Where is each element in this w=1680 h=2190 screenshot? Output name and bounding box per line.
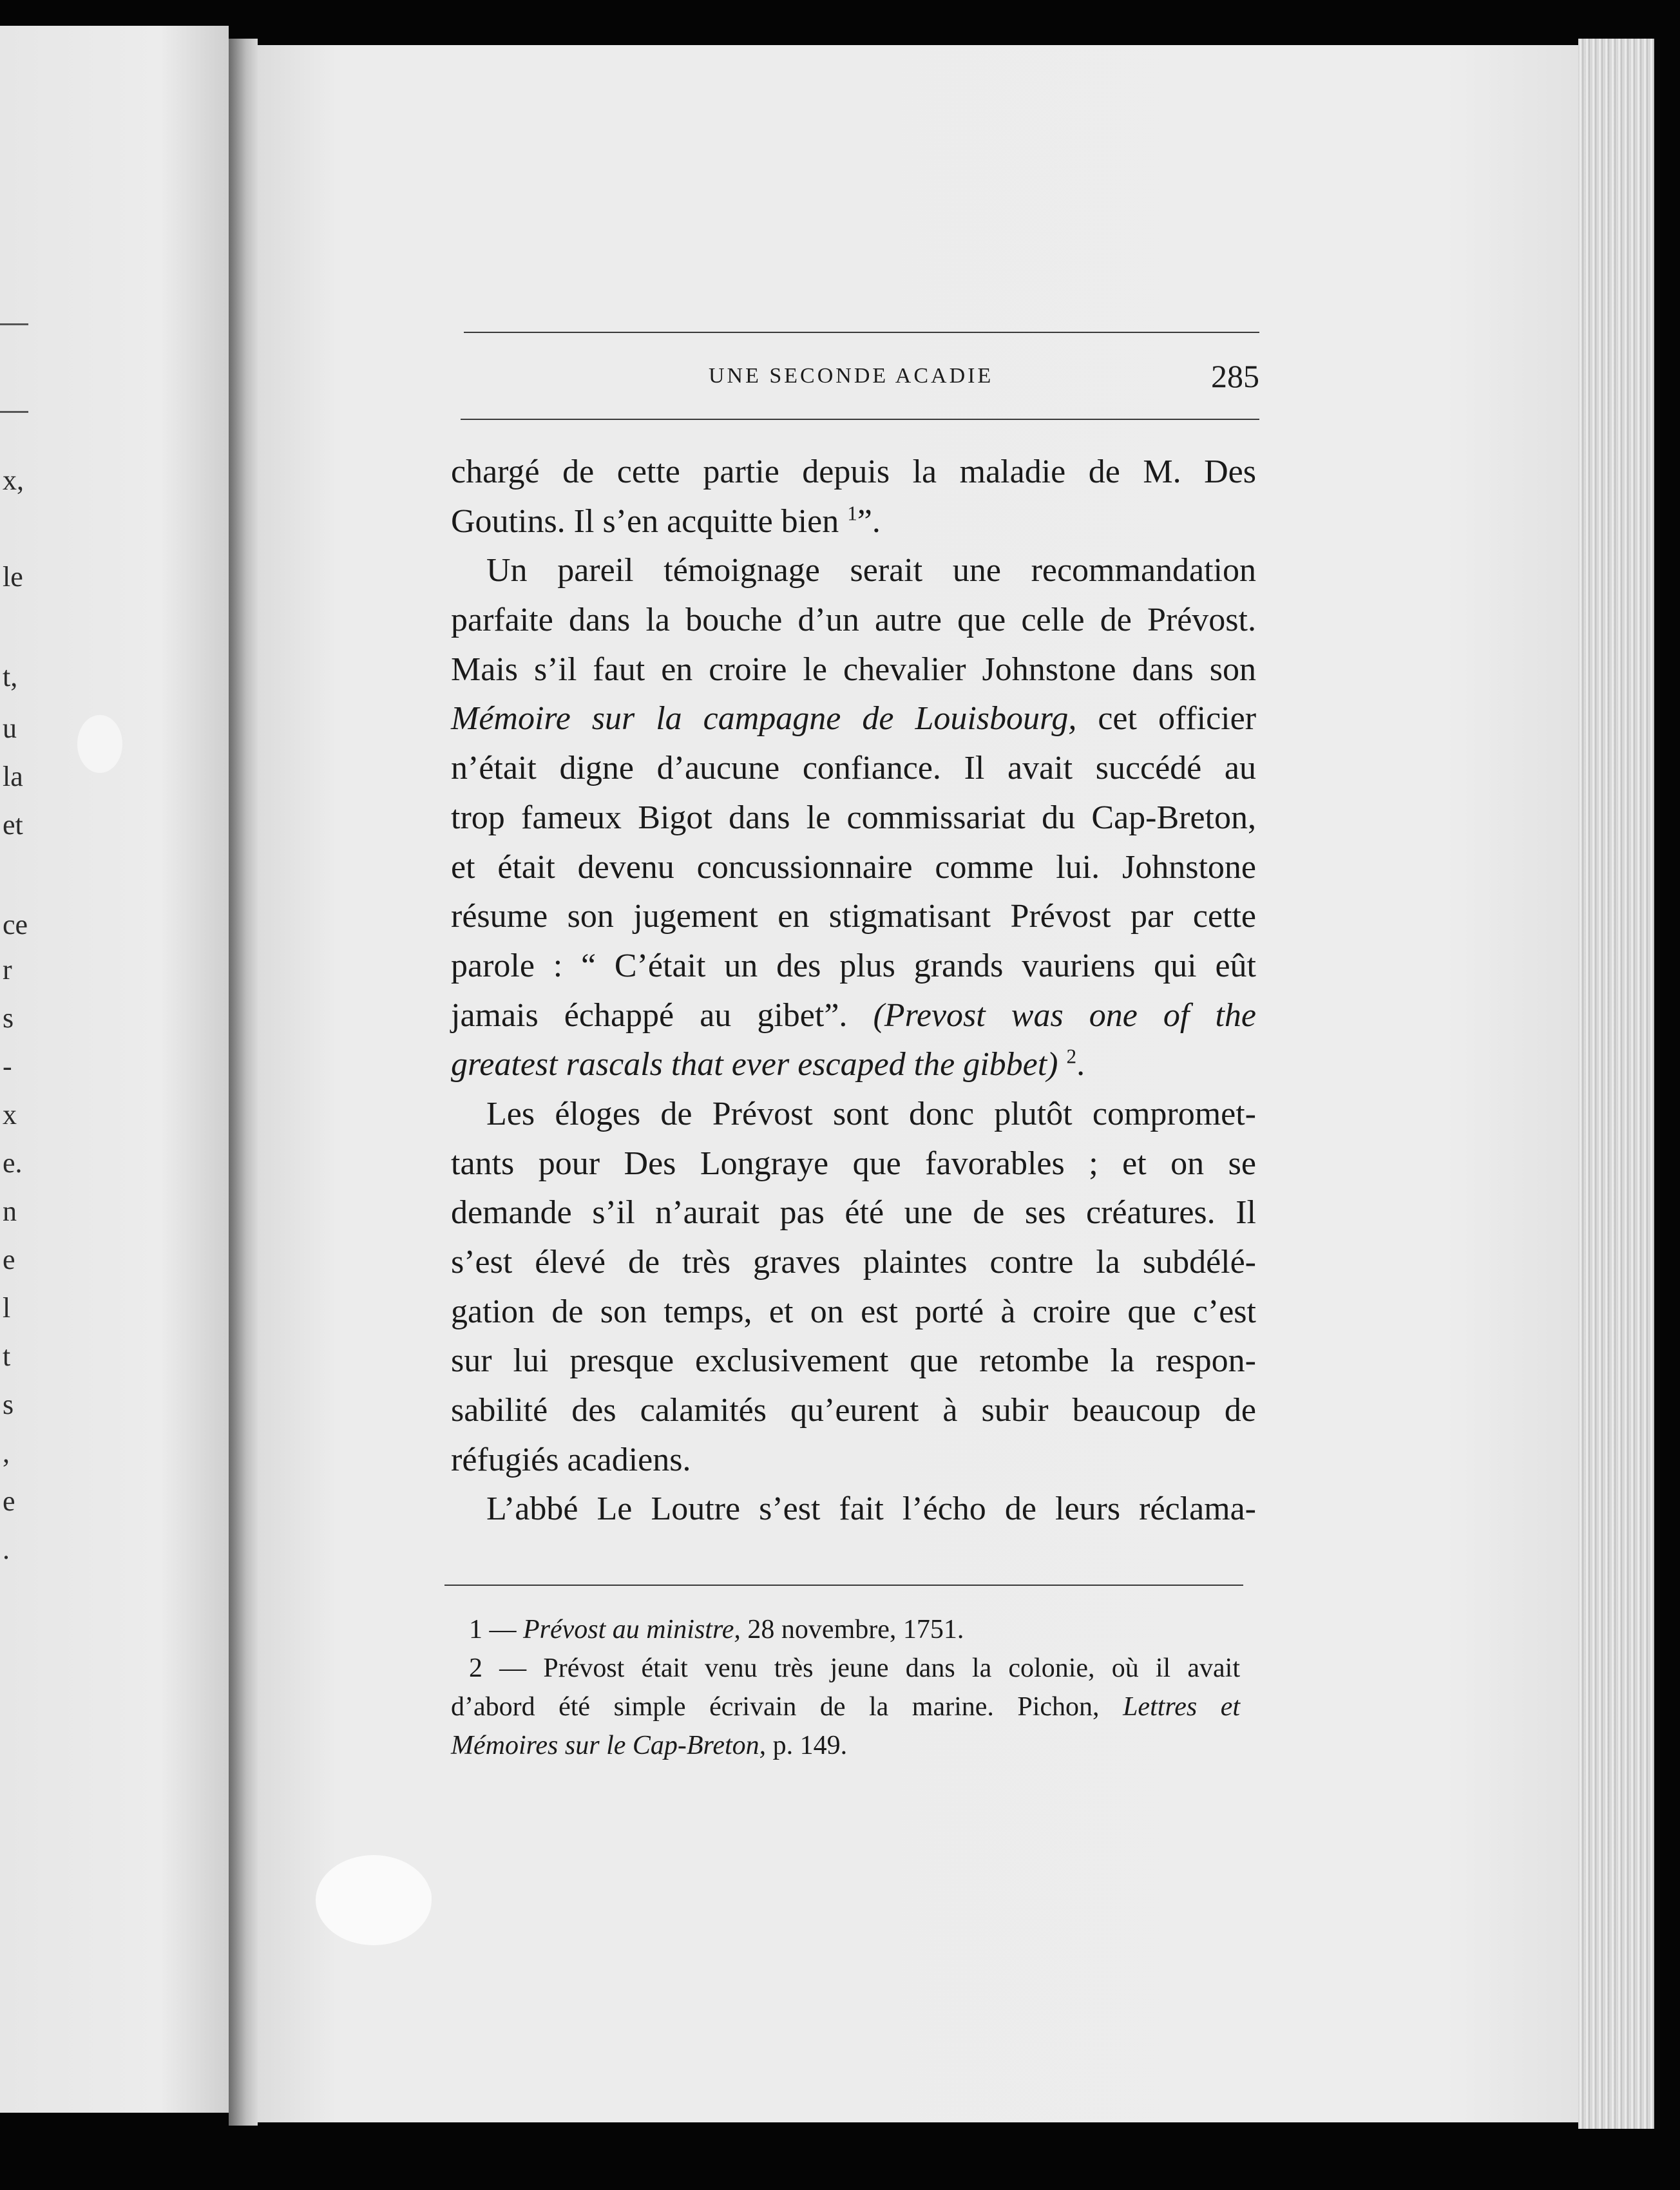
italic-title: Lettres et <box>1123 1692 1241 1722</box>
left-page-fragment: r <box>3 954 12 986</box>
left-page-fragment: e <box>3 1244 15 1275</box>
footnote-rule <box>444 1585 1243 1586</box>
footnote-marker: 1 — <box>469 1615 523 1644</box>
header-rule-top <box>464 332 1259 333</box>
text-span: Goutins. Il s’en acquitte bien <box>451 502 839 540</box>
text-line: s’est élevé de très graves plaintes contre la subdélé- <box>451 1244 1256 1281</box>
footnote-2-cont <box>451 1726 1240 1765</box>
footnote-ref: 1 <box>847 502 857 525</box>
text-span: . <box>1076 1046 1085 1083</box>
text-span: p. 149. <box>766 1731 848 1760</box>
text-line: gation de son temps, et on est porté à croire que c’est <box>451 1293 1256 1330</box>
left-facing-page <box>0 26 229 2113</box>
scan-blemish <box>77 715 122 773</box>
left-page-fragment: l <box>3 1292 11 1324</box>
footnote-ref: 2 <box>1066 1045 1077 1068</box>
footnotes <box>451 1610 1240 1765</box>
text-span: cet officier <box>1076 700 1257 738</box>
text-line: réfugiés acadiens. <box>451 1441 691 1478</box>
book-gutter <box>229 39 258 2126</box>
text-span: ”. <box>857 502 881 540</box>
text-line <box>451 991 1256 1041</box>
text-span: 28 novembre, 1751. <box>740 1615 964 1644</box>
text-line: demande s’il n’aurait pas été une de ses créatures. Il <box>451 1194 1256 1232</box>
body-text <box>451 448 1256 1534</box>
text-line: trop fameux Bigot dans le commissariat du Cap-Breton, <box>451 799 1256 836</box>
text-line <box>451 497 1256 547</box>
italic-title: Prévost au ministre, <box>523 1615 741 1644</box>
italic-title: Mémoires sur le Cap-Breton, <box>451 1731 767 1760</box>
header-rule-bottom <box>461 419 1259 420</box>
left-page-rule-bottom <box>0 411 28 413</box>
text-line: n’était digne d’aucune confiance. Il avait succédé au <box>451 750 1256 787</box>
left-page-fragment: et <box>3 809 23 841</box>
text-line: L’abbé Le Loutre s’est fait l’écho de leurs réclama- <box>486 1490 1256 1528</box>
text-line: parole : “ C’était un des plus grands vauriens qui eût <box>451 947 1256 984</box>
text-line: parfaite dans la bouche d’un autre que celle de Prévost. <box>451 602 1256 639</box>
left-page-fragment: e <box>3 1485 15 1517</box>
left-page-fragment: t, <box>3 661 18 692</box>
text-line <box>451 694 1256 744</box>
text-line: tants pour Des Longraye que favorables ; et on se <box>451 1145 1256 1182</box>
left-page-fragment: s <box>3 1002 14 1034</box>
text-line: Mais s’il faut en croire le chevalier Johnstone dans son <box>451 651 1256 688</box>
left-page-fragment: le <box>3 561 23 593</box>
footnote-1 <box>451 1610 1240 1649</box>
left-page-fragment: - <box>3 1051 12 1082</box>
left-page-fragment: x <box>3 1099 17 1130</box>
text-line <box>451 1040 1256 1090</box>
text-line: Les éloges de Prévost sont donc plutôt compromet- <box>486 1095 1256 1132</box>
italic-quote: (Prevost was one of the <box>873 996 1256 1034</box>
left-page-fragment: la <box>3 761 23 792</box>
left-page-fragment: t <box>3 1340 11 1372</box>
left-page-fragment: . <box>3 1534 10 1565</box>
text-span: d’abord été simple écrivain de la marine. Pichon, <box>451 1692 1123 1722</box>
text-line: et était devenu concussionnaire comme lui. Johnstone <box>451 848 1256 886</box>
left-page-fragment: ce <box>3 909 28 940</box>
text-line: chargé de cette partie depuis la maladie de M. Des <box>451 453 1256 490</box>
left-page-fragment: n <box>3 1195 17 1227</box>
text-span: jamais échappé au gibet”. <box>451 996 873 1034</box>
left-page-fragment: s <box>3 1389 14 1420</box>
scan-blemish <box>393 1878 432 1916</box>
left-page-fragment: x, <box>3 464 24 496</box>
left-page-fragment: , <box>3 1437 10 1469</box>
left-page-fragment: u <box>3 712 17 744</box>
running-head: UNE SECONDE ACADIE <box>709 364 994 388</box>
left-page-fragment: e. <box>3 1147 23 1179</box>
text-line: sur lui presque exclusivement que retombe la respon- <box>451 1342 1256 1380</box>
footnote-2-cont <box>451 1688 1240 1726</box>
italic-title: Mémoire sur la campagne de Louisbourg, <box>451 700 1077 738</box>
page-edges <box>1578 39 1654 2129</box>
text-line: sabilité des calamités qu’eurent à subir beaucoup de <box>451 1392 1256 1429</box>
text-line: résume son jugement en stigmatisant Prévost par cette <box>451 898 1256 935</box>
left-page-rule-top <box>0 323 28 325</box>
italic-quote: greatest rascals that ever escaped the gibbet) <box>451 1046 1058 1083</box>
footnote-2: 2 — Prévost était venu très jeune dans la colonie, où il avait <box>469 1653 1240 1683</box>
page-number: 285 <box>1211 358 1259 394</box>
text-line: Un pareil témoignage serait une recommandation <box>486 552 1256 589</box>
